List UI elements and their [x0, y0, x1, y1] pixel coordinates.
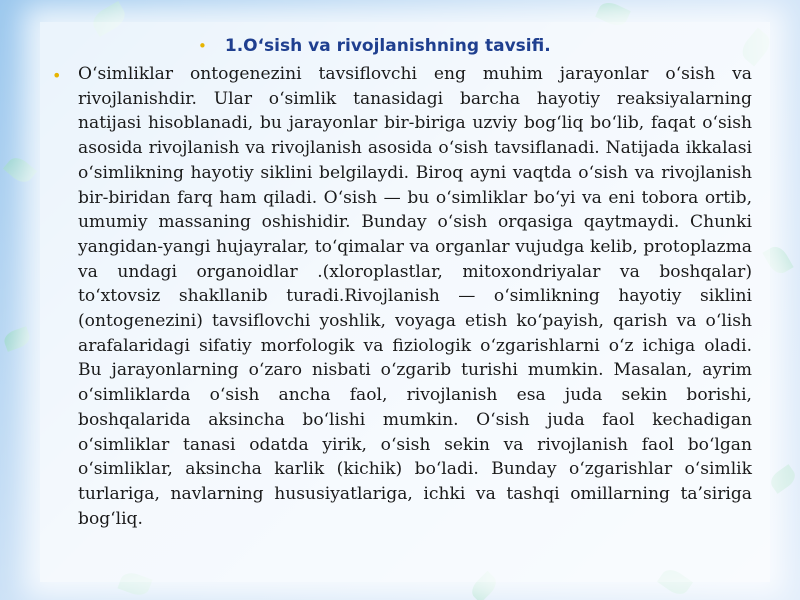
leaf-decoration [767, 464, 799, 494]
title-bullet: • [198, 37, 207, 55]
body-bullet: • [52, 66, 62, 85]
body-paragraph: O‘simliklar ontogenezini tavsiflovchi eng muhim jarayonlar o‘sish va rivojlanishdir. Ular o‘simlik tanasidagi barcha hayotiy reaksiyalarning natijasi hisoblanadi, bu jarayonlar bir-biriga uzviy bog‘liq bo‘lib, faqat o‘sish asosida rivojlanish va rivojlanish asosida o‘sish tavsiflanadi. Natijada ikkalasi o‘simlikning hayotiy siklini belgilaydi. Biroq ayni vaqtda o‘sish va rivojlanish bir-biridan farq ham qiladi. O‘sish — bu o‘simliklar bo‘yi va eni tobora ortib, umumiy massaning oshishidir. Bunday o‘sish orqasiga qaytmaydi. Chunki yangidan-yangi hujayralar, to‘qimalar va organlar vujudga kelib, protoplazma va undagi organoidlar .(xloroplastlar, mitoxondriyalar va boshqalar) to‘xtovsiz shakllanib turadi.Rivojlanish — o‘simlikning hayotiy siklini (ontogenezini) tavsiflovchi yoshlik, voyaga etish ko‘payish, qarish va o‘lish arafalaridagi sifatiy morfologik va fiziologik o‘zgarishlarni o‘z ichiga oladi. Bu jarayonlarning o‘zaro nisbati o‘zgarib turishi mumkin. Masalan, ayrim o‘simliklarda o‘sish ancha faol, rivojlanish esa juda sekin borishi, boshqalarida aksincha bo‘lishi mumkin. O‘sish juda faol kechadigan o‘simliklar tanasi odatda yirik, o‘sish sekin va rivojlanish faol bo‘lgan o‘simliklar, aksincha karlik (kichik) bo‘ladi. Bunday o‘zgarishlar o‘simlik turlariga, navlarning hususiyatlariga, ichki va tashqi omillarning ta’siriga bog‘liq. [78, 64, 752, 529]
leaf-decoration [2, 326, 33, 352]
slide-title: 1.O‘sish va rivojlanishning tavsifi. [224, 36, 551, 56]
leaf-decoration [3, 153, 37, 186]
slide-title-row [198, 34, 551, 58]
